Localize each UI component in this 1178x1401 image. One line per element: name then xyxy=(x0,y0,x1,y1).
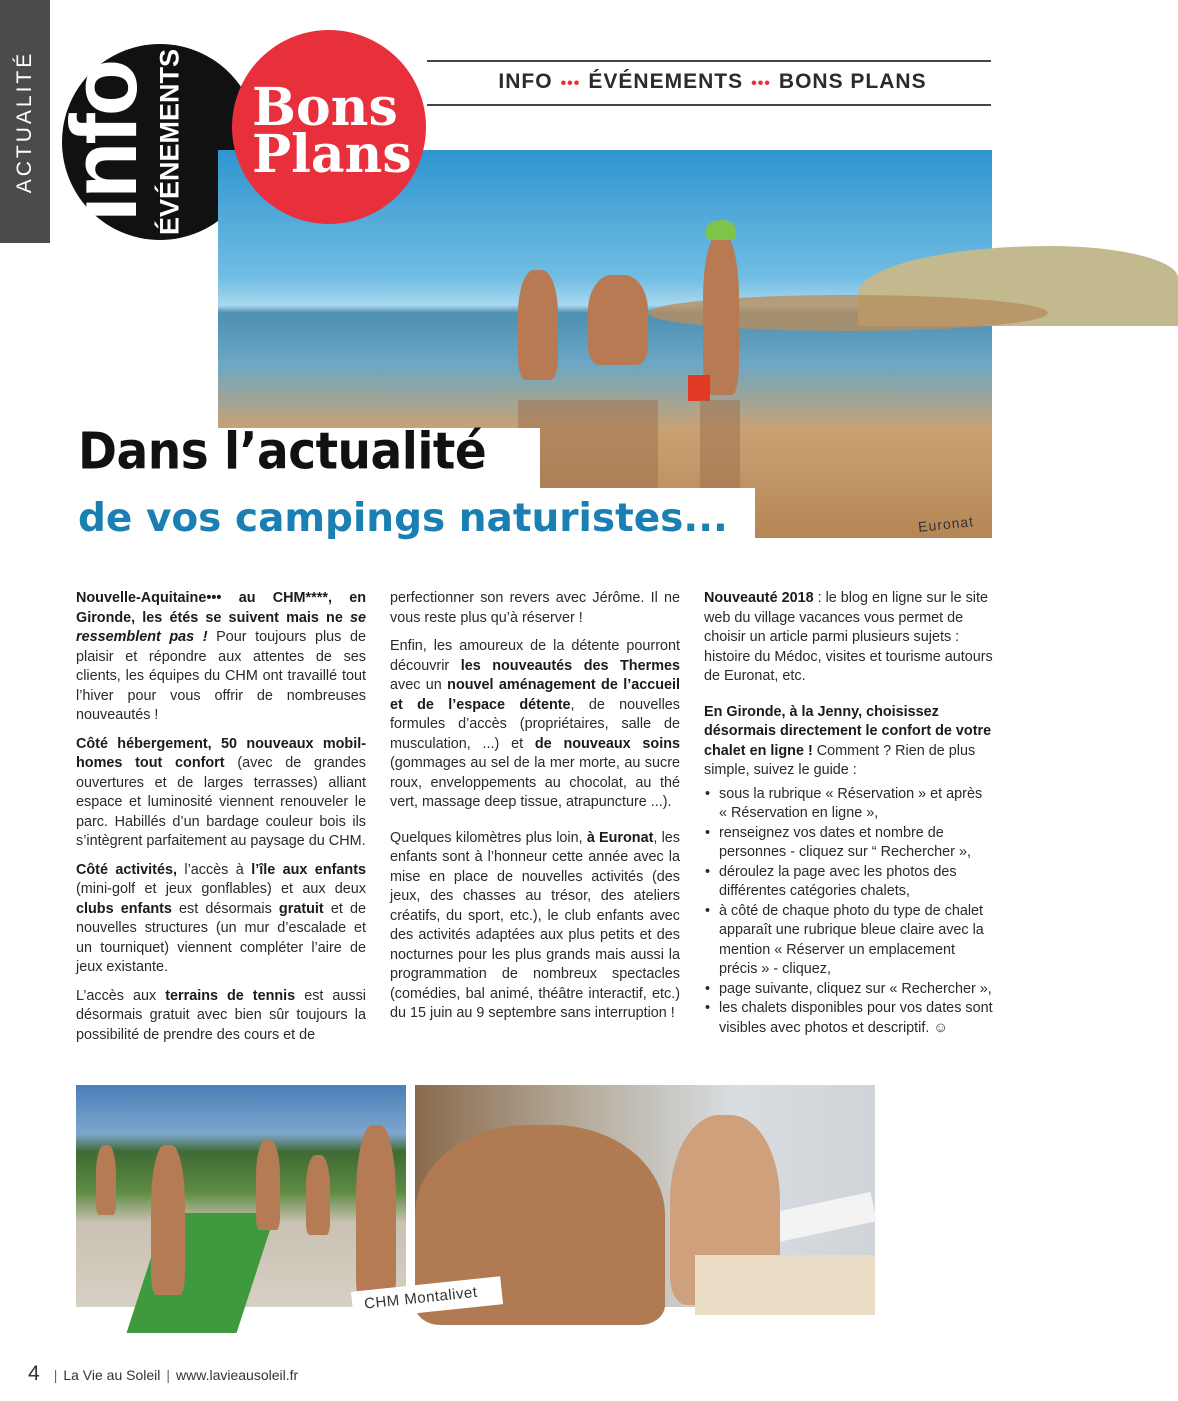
paragraph xyxy=(76,861,366,978)
text: avec un xyxy=(390,677,448,693)
bold-text: Côté hébergement, 50 nouveaux mobil-homes tout confort xyxy=(76,735,366,771)
photo-credit: CHM Montalivet xyxy=(351,1276,503,1320)
events-logo-word: ÉVÉNEMENTS xyxy=(154,48,185,236)
text: Comment ? Rien de plus simple, suivez le guide : xyxy=(704,742,976,778)
photo-minigolf-green xyxy=(127,1213,276,1333)
article-column-3 xyxy=(704,589,994,1038)
photo-child-1 xyxy=(518,270,558,380)
photo-person xyxy=(306,1155,330,1235)
magazine-name: La Vie au Soleil xyxy=(63,1367,161,1383)
paragraph xyxy=(76,735,366,852)
bold-text: nouvel aménagement de l’accueil et de l’espace détente xyxy=(390,677,681,713)
bold-text: terrains de tennis xyxy=(165,987,296,1004)
text: est aussi désormais gratuit avec bien sûr toujours la possibilité de prendre des cours et de xyxy=(76,987,367,1043)
list-item: • sous la rubrique « Réservation » et après « Réservation en ligne », xyxy=(719,785,994,824)
header-bons-plans: BONS PLANS xyxy=(778,70,927,93)
page-number: 4 xyxy=(28,1362,40,1385)
bold-text: Nouveauté 2018 xyxy=(704,590,814,606)
photo-person xyxy=(96,1145,116,1215)
header-info: INFO xyxy=(498,70,553,93)
bons-plans-logo xyxy=(232,30,426,224)
bold-text: l’île aux enfants xyxy=(251,861,366,878)
bold-italic-text: se ressemblent pas ! xyxy=(76,609,366,645)
list-item: • déroulez la page avec les photos des différentes catégories chalets, xyxy=(719,863,994,902)
photo-child-3 xyxy=(703,235,739,395)
photo-person xyxy=(356,1125,396,1305)
list-item: • renseignez vos dates et nombre de personnes - cliquez sur “ Rechercher », xyxy=(719,824,994,863)
bold-text: de nouveaux soins xyxy=(534,735,680,752)
bold-text: à Euronat xyxy=(586,829,654,846)
bons-plans-line2: Plans xyxy=(252,124,412,185)
photo-father-daughter xyxy=(415,1085,875,1307)
text: L’accès aux xyxy=(76,987,166,1004)
paragraph xyxy=(390,829,680,1024)
article-column-2 xyxy=(390,589,680,1033)
paragraph xyxy=(76,589,366,726)
photo-table xyxy=(695,1255,875,1315)
text: l’accès à xyxy=(176,861,252,878)
article-subtitle: de vos campings naturistes... xyxy=(78,496,728,541)
text: , de nouvelles formules d’accès (propriétaires, salle de musculation, ...) et xyxy=(390,696,680,752)
paragraph xyxy=(390,637,680,813)
photo-red-shovel xyxy=(688,375,710,401)
paragraph: perfectionner son revers avec Jérôme. Il ne vous reste plus qu’à réserver ! xyxy=(390,590,680,626)
hero-photo-credit: Euronat xyxy=(917,513,975,535)
photo-minigolf xyxy=(76,1085,406,1307)
list-item: • les chalets disponibles pour vos dates sont visibles avec photos et descriptif. ☺ xyxy=(719,999,994,1038)
section-tab xyxy=(0,0,50,243)
text: Enfin, les amoureux de la détente pourront découvrir xyxy=(390,638,680,674)
bold-text: En Gironde, à la Jenny, choisissez désormais directement le confort de votre chalet en ligne ! xyxy=(704,703,992,759)
booking-steps-list xyxy=(704,785,994,1039)
info-logo-word: info xyxy=(51,61,156,223)
article-column-1 xyxy=(76,589,366,1054)
bold-text: Nouvelle-Aquitaine••• xyxy=(76,590,239,606)
header-evenements: ÉVÉNEMENTS xyxy=(588,70,744,93)
text: : le blog en ligne sur le site web du village vacances vous permet de choisir un article parmi plusieurs sujets : histoire du Médoc, visites et tourisme autours de Euronat, etc. xyxy=(704,590,993,684)
section-tab-label: ACTUALITÉ xyxy=(13,50,36,194)
bold-text: au CHM****, en Gironde, les étés se suivent mais ne xyxy=(76,590,366,626)
list-item: • page suivante, cliquez sur « Rechercher », xyxy=(719,980,994,1000)
page-footer: 4 | La Vie au Soleil | www.lavieausoleil.fr xyxy=(28,1362,299,1385)
section-header xyxy=(440,70,985,104)
text: , les enfants sont à l’honneur cette année avec la mise en place de nouvelles activités (des jeux, des chasses au trésor, des ateliers créatifs, du sport, etc.), le club enfants avec des activités adaptées aux plus petits et des nocturnes pour les plus grands mais aussi la programmation de nombreux spectacles (comédies, bal animé, théâtre interactif, etc.) du 15 juin au 9 septembre sans interruption ! xyxy=(390,829,680,1021)
header-separator: ••• xyxy=(560,75,581,92)
bold-text: Côté activités, xyxy=(76,861,177,878)
paragraph xyxy=(76,987,366,1046)
photo-person xyxy=(151,1145,185,1295)
text: Pour toujours plus de plaisir et répondre aux attentes de ses clients, les équipes du CHM ont travaillé tout l’hiver pour vous offrir de nombreuses nouveautés ! xyxy=(76,629,366,723)
photo-person xyxy=(256,1140,280,1230)
photo-green-hat xyxy=(706,220,736,240)
bold-text: clubs enfants xyxy=(76,900,172,917)
text: Quelques kilomètres plus loin, xyxy=(390,829,587,846)
list-item: • à côté de chaque photo du type de chalet apparaît une rubrique bleue claire avec la mention « Réserver un emplacement précis » - cliquez, xyxy=(719,902,994,980)
header-separator: ••• xyxy=(751,75,771,92)
header-rule-bottom xyxy=(427,104,991,106)
text: (mini-golf et jeux gonflables) et aux deux xyxy=(76,881,366,897)
text: est désormais xyxy=(171,900,279,917)
bold-text: gratuit xyxy=(278,900,324,917)
bons-plans-line1: Bons xyxy=(252,77,398,138)
article-title: Dans l’actualité xyxy=(78,422,487,482)
photo-child-2 xyxy=(588,275,648,365)
header-rule-top xyxy=(427,60,991,62)
text: (gommages au sel de la mer morte, au sucre roux, enveloppements au chocolat, au thé vert, massage deep tissue, atrapuncture ...). xyxy=(390,755,680,810)
text: et de nouvelles structures (un mur d’escalade et un tourniquet) viennent compléter l’aire de jeux existante. xyxy=(76,900,366,975)
text: (avec de grandes ouvertures et de larges terrasses) alliant espace et luminosité viennent renouveler le parc. Habillés d’un bardage couleur bois ils s’intègrent parfaitement au paysage du CHM. xyxy=(76,755,367,849)
paragraph xyxy=(704,589,994,687)
website-url: www.lavieausoleil.fr xyxy=(176,1367,299,1383)
bold-text: les nouveautés des Thermes xyxy=(460,657,680,674)
paragraph xyxy=(704,703,994,781)
